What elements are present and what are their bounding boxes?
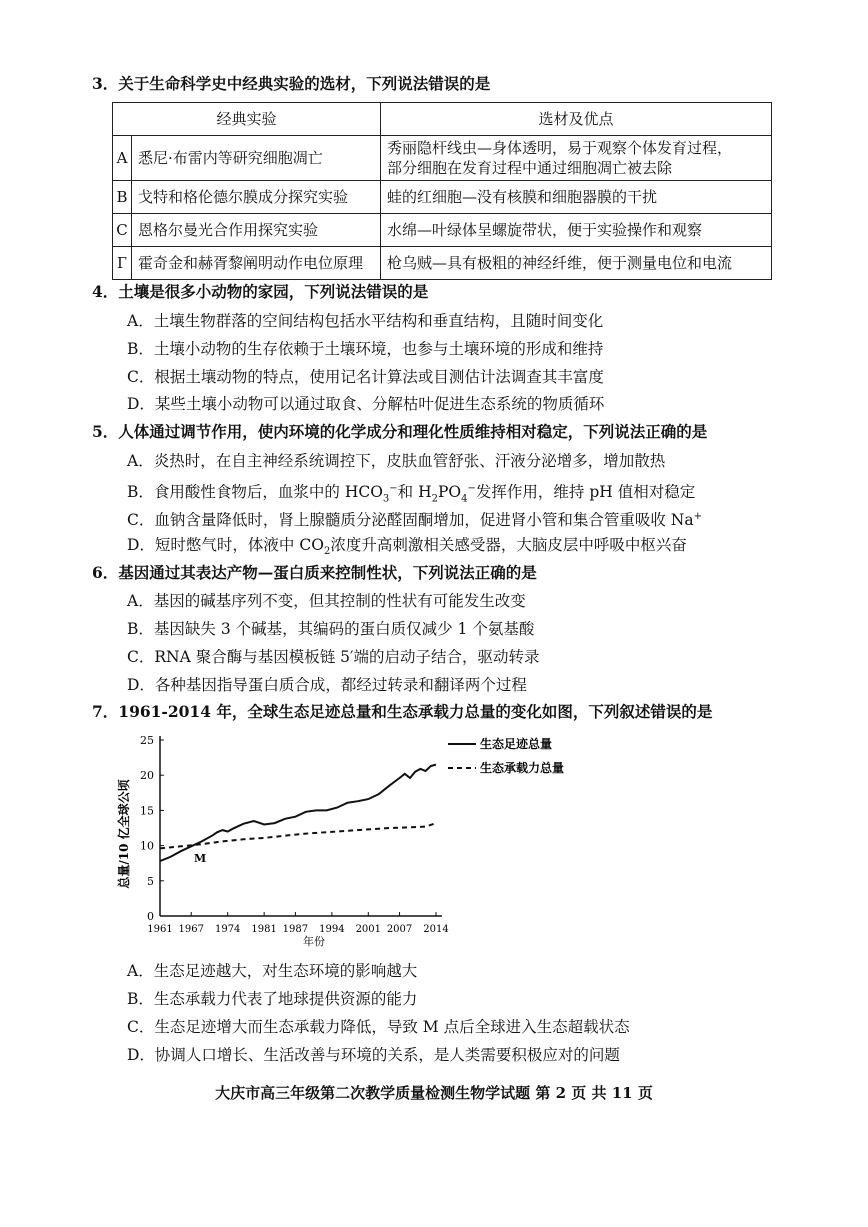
material-cell: 蛙的红细胞—没有核膜和细胞器膜的干扰	[381, 181, 772, 214]
superscript: +	[693, 511, 702, 522]
table-row	[113, 136, 772, 181]
option-d-text: 浓度升高刺激相关感受器，大脑皮层中呼吸中枢兴奋	[330, 536, 687, 554]
question-4-stem: 4．土壤是很多小动物的家园，下列说法错误的是	[92, 282, 429, 301]
question-5-option-b	[127, 479, 695, 509]
y-tick-label: 0	[147, 910, 154, 923]
material-line: 部分细胞在发育过程中通过细胞凋亡被去除	[387, 159, 673, 177]
question-6-option-a: A．基因的碱基序列不变，但其控制的性状有可能发生改变	[127, 592, 526, 610]
x-axis-label: 年份	[303, 935, 325, 948]
question-6-option-c: C．RNA 聚合酶与基因模板链 5′端的启动子结合，驱动转录	[127, 648, 540, 666]
subscript: 3	[382, 493, 390, 505]
superscript: −	[389, 483, 398, 494]
y-tick-label: 5	[147, 874, 154, 888]
y-tick-label: 25	[140, 734, 154, 747]
question-6-option-b: B．基因缺失 3 个碱基，其编码的蛋白质仅减少 1 个氨基酸	[127, 620, 535, 638]
question-7-option-d: D．协调人口增长、生活改善与环境的关系，是人类需要积极应对的问题	[127, 1046, 620, 1064]
table-row	[113, 247, 772, 280]
x-tick-label: 1987	[282, 924, 309, 935]
question-5-option-c	[127, 507, 702, 530]
option-b-text: B．食用酸性食物后，血浆中的 HCO	[127, 483, 383, 502]
y-tick-label: 15	[140, 804, 154, 818]
subscript: 4	[461, 493, 468, 505]
row-letter: C	[113, 214, 132, 247]
y-tick-label: 20	[140, 769, 154, 783]
y-axis-label: 总量/10 亿全球公顷	[117, 779, 131, 889]
option-c-text: C．血钠含量降低时，肾上腺髓质分泌醛固酮增加，促进肾小管和集合管重吸收 Na	[127, 511, 694, 530]
x-tick-label: 2001	[355, 924, 382, 935]
material-line: 秀丽隐杆线虫—身体透明，易于观察个体发育过程，	[387, 139, 733, 157]
question-6-option-d: D．各种基因指导蛋白质合成，都经过转录和翻译两个过程	[127, 676, 527, 694]
question-3-stem: 3．关于生命科学史中经典实验的选材，下列说法错误的是	[92, 74, 491, 93]
chart-series	[160, 765, 436, 862]
capacity-series-line	[160, 823, 436, 848]
material-cell	[381, 136, 772, 181]
question-7-stem: 7．1961-2014 年，全球生态足迹总量和生态承载力总量的变化如图，下列叙述错误的是	[92, 702, 713, 721]
footprint-line-chart	[108, 728, 608, 950]
option-b-text: 发挥作用，维持 pH 值相对稳定	[475, 483, 696, 502]
row-letter: B	[113, 181, 132, 214]
option-b-text: 和 H	[397, 483, 432, 502]
question-4-option-a: A．土壤生物群落的空间结构包括水平结构和垂直结构，且随时间变化	[127, 312, 604, 330]
question-5-stem: 5．人体通过调节作用，使内环境的化学成分和理化性质维持相对稳定，下列说法正确的是	[92, 422, 708, 441]
row-letter: A	[113, 136, 132, 181]
experiment-cell: 霍奇金和赫胥黎阐明动作电位原理	[132, 247, 381, 280]
material-cell: 枪乌贼—具有极粗的神经纤维，便于测量电位和电流	[381, 247, 772, 280]
point-m-label: M	[194, 852, 207, 865]
question-5-option-d	[127, 535, 687, 562]
option-d-text: D．短时憋气时，体液中 CO	[127, 536, 324, 554]
experiment-cell: 恩格尔曼光合作用探究实验	[132, 214, 381, 247]
table-header-row	[113, 103, 772, 136]
question-7-option-b: B．生态承载力代表了地球提供资源的能力	[127, 990, 418, 1008]
legend-capacity-label: 生态承载力总量	[480, 761, 565, 775]
question-4-option-d: D．某些土壤小动物可以通过取食、分解枯叶促进生态系统的物质循环	[127, 395, 605, 413]
x-tick-label: 2014	[423, 924, 449, 935]
chart-legend	[448, 736, 564, 775]
x-tick-label: 1981	[251, 924, 277, 935]
row-letter: Г	[113, 247, 132, 280]
question-5-option-a: A．炎热时，在自主神经系统调控下，皮肤血管舒张、汗液分泌增多，增加散热	[127, 452, 666, 470]
question-4-option-c: C．根据土壤动物的特点，使用记名计算法或目测估计法调查其丰富度	[127, 368, 604, 386]
table-row	[113, 181, 772, 214]
page-footer: 大庆市高三年级第二次教学质量检测生物学试题 第 2 页 共 11 页	[215, 1084, 653, 1102]
experiment-cell: 悉尼·布雷内等研究细胞凋亡	[132, 136, 381, 181]
x-tick-label: 1967	[178, 924, 204, 935]
experiment-cell: 戈特和格伦德尔膜成分探究实验	[132, 181, 381, 214]
chart-axes	[160, 736, 442, 916]
question-7-option-c: C．生态足迹增大而生态承载力降低，导致 M 点后全球进入生态超载状态	[127, 1018, 630, 1036]
subscript: 2	[323, 546, 331, 558]
y-tick-label: 10	[140, 839, 154, 853]
subscript: 2	[431, 493, 438, 505]
experiment-table	[112, 102, 772, 280]
material-cell: 水绵—叶绿体呈螺旋带状，便于实验操作和观察	[381, 214, 772, 247]
table-header-material: 选材及优点	[381, 103, 772, 136]
x-tick-label: 2007	[386, 924, 413, 935]
footprint-series-line	[160, 765, 436, 862]
legend-footprint-label: 生态足迹总量	[480, 737, 553, 751]
x-tick-label: 1974	[214, 924, 241, 935]
question-7-option-a: A．生态足迹越大，对生态环境的影响越大	[127, 962, 418, 980]
option-b-text: PO	[438, 483, 462, 502]
x-tick-label: 1994	[319, 924, 345, 935]
x-tick-label: 1961	[147, 924, 173, 935]
table-row	[113, 214, 772, 247]
table-header-experiment: 经典实验	[113, 103, 381, 136]
superscript: −	[467, 483, 476, 494]
question-6-stem: 6．基因通过其表达产物—蛋白质来控制性状，下列说法正确的是	[92, 563, 537, 582]
question-4-option-b: B．土壤小动物的生存依赖于土壤环境，也参与土壤环境的形成和维持	[127, 340, 604, 358]
